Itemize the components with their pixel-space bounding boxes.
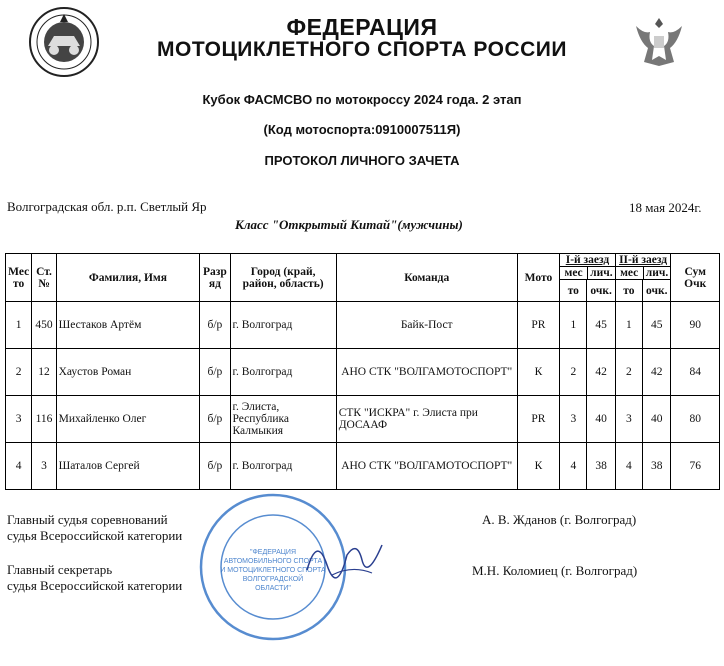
row-team: АНО СТК "ВОЛГАМОТОСПОРТ" xyxy=(336,349,517,396)
table-row xyxy=(6,349,720,396)
table-row xyxy=(6,396,720,443)
row-race2-points: 40 xyxy=(643,396,671,443)
header-name: Фамилия, Имя xyxy=(56,254,200,302)
judge-title: Главный судья соревнований судья Всероссийской категории xyxy=(7,512,183,543)
row-team: АНО СТК "ВОЛГАМОТОСПОРТ" xyxy=(336,443,517,490)
federation-subtitle: МОТОЦИКЛЕТНОГО СПОРТА РОССИИ xyxy=(157,38,567,61)
row-place: 2 xyxy=(6,349,32,396)
row-race1-points: 45 xyxy=(587,302,615,349)
row-race1-points: 38 xyxy=(587,443,615,490)
header-start-number: Ст. № xyxy=(32,254,56,302)
row-moto: К xyxy=(517,443,559,490)
row-race2-place: 4 xyxy=(615,443,642,490)
judge-name: А. В. Жданов (г. Волгоград) xyxy=(482,512,637,527)
header-race1-to: то xyxy=(560,280,587,302)
row-race1-place: 2 xyxy=(560,349,587,396)
row-city: г. Элиста, Республика Калмыкия xyxy=(230,396,336,443)
row-start-number: 3 xyxy=(32,443,56,490)
sport-code: (Код мотоспорта:0910007511Я) xyxy=(263,122,461,137)
row-moto: К xyxy=(517,349,559,396)
row-place: 3 xyxy=(6,396,32,443)
row-team: СТК "ИСКРА" г. Элиста при ДОСААФ xyxy=(336,396,517,443)
row-race1-place: 3 xyxy=(560,396,587,443)
row-place: 1 xyxy=(6,302,32,349)
row-start-number: 12 xyxy=(32,349,56,396)
row-rank: б/р xyxy=(200,396,230,443)
row-race1-points: 40 xyxy=(587,396,615,443)
protocol-title: ПРОТОКОЛ ЛИЧНОГО ЗАЧЕТА xyxy=(264,153,460,168)
row-race1-place: 1 xyxy=(560,302,587,349)
row-name: Шестаков Артём xyxy=(56,302,200,349)
row-start-number: 116 xyxy=(32,396,56,443)
judge-signature xyxy=(302,525,392,585)
row-rank: б/р xyxy=(200,349,230,396)
header-race2-to: то xyxy=(615,280,642,302)
header-race2-lich: лич. xyxy=(645,267,669,279)
row-city: г. Волгоград xyxy=(230,443,336,490)
row-team: Байк-Пост xyxy=(336,302,517,349)
header-race1-mes: мес xyxy=(560,267,588,279)
row-rank: б/р xyxy=(200,443,230,490)
row-race2-place: 3 xyxy=(615,396,642,443)
row-sum: 80 xyxy=(671,396,720,443)
header-race2: II-й заезд мес лич. xyxy=(615,254,671,280)
header-race2-mes: мес xyxy=(616,267,644,279)
svg-text:ВОЛГОГРАДСКОЙ: ВОЛГОГРАДСКОЙ xyxy=(242,576,304,583)
table-row xyxy=(6,443,720,490)
secretary-title: Главный секретарь судья Всероссийской категории xyxy=(7,562,183,593)
row-place: 4 xyxy=(6,443,32,490)
table-row xyxy=(6,302,720,349)
row-race2-place: 2 xyxy=(615,349,642,396)
row-name: Хаустов Роман xyxy=(56,349,200,396)
event-place: Волгоградская обл. р.п. Светлый Яр xyxy=(7,199,207,214)
row-race2-points: 45 xyxy=(643,302,671,349)
header-city: Город (край, район, область) xyxy=(230,254,336,302)
row-race2-place: 1 xyxy=(615,302,642,349)
row-start-number: 450 xyxy=(32,302,56,349)
header-rank: Разр яд xyxy=(200,254,230,302)
header-race1-ochk: очк. xyxy=(587,280,615,302)
row-race1-place: 4 xyxy=(560,443,587,490)
header-place: Мес то xyxy=(6,254,32,302)
header-race2-ochk: очк. xyxy=(643,280,671,302)
cup-title: Кубок ФАСМСВО по мотокроссу 2024 года. 2 этап xyxy=(202,92,522,107)
row-race2-points: 42 xyxy=(643,349,671,396)
row-name: Шаталов Сергей xyxy=(56,443,200,490)
svg-text:АВТОМОБИЛЬНОГО СПОРТА: АВТОМОБИЛЬНОГО СПОРТА xyxy=(223,558,323,565)
row-city: г. Волгоград xyxy=(230,349,336,396)
row-race2-points: 38 xyxy=(643,443,671,490)
class-title: Класс "Открытый Китай"(мужчины) xyxy=(235,217,463,232)
row-name: Михайленко Олег xyxy=(56,396,200,443)
row-sum: 84 xyxy=(671,349,720,396)
secretary-name: М.Н. Коломиец (г. Волгоград) xyxy=(472,563,638,578)
header-race1: I-й заезд мес лич. xyxy=(560,254,616,280)
event-date: 18 мая 2024г. xyxy=(629,200,702,215)
header-team: Команда xyxy=(336,254,517,302)
header-sum: Сум Очк xyxy=(671,254,720,302)
row-sum: 76 xyxy=(671,443,720,490)
svg-text:ОБЛАСТИ": ОБЛАСТИ" xyxy=(255,585,291,592)
header-moto: Мото xyxy=(517,254,559,302)
results-table xyxy=(5,253,720,490)
row-moto: PR xyxy=(517,396,559,443)
row-race1-points: 42 xyxy=(587,349,615,396)
federation-title: ФЕДЕРАЦИЯ xyxy=(286,14,438,40)
row-rank: б/р xyxy=(200,302,230,349)
header-race1-lich: лич. xyxy=(590,267,613,279)
row-sum: 90 xyxy=(671,302,720,349)
svg-text:И МОТОЦИКЛЕТНОГО СПОРТА: И МОТОЦИКЛЕТНОГО СПОРТА xyxy=(220,567,326,574)
row-city: г. Волгоград xyxy=(230,302,336,349)
svg-text:"ФЕДЕРАЦИЯ: "ФЕДЕРАЦИЯ xyxy=(249,549,297,556)
row-moto: PR xyxy=(517,302,559,349)
